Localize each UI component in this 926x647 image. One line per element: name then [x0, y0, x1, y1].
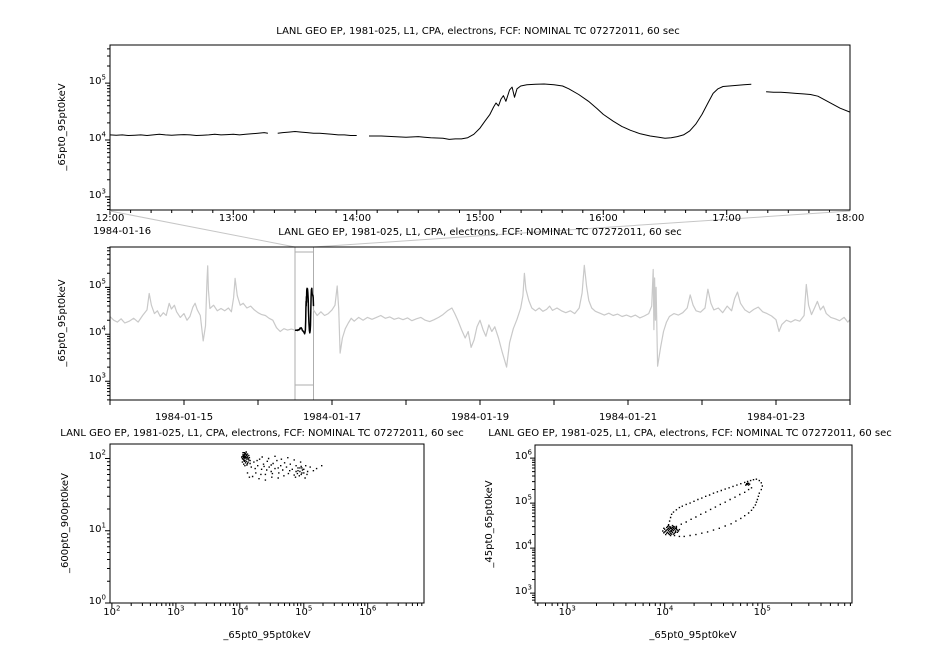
- scatter-45-65-points: [662, 479, 763, 538]
- y-tick-label: $10^2$: [88, 449, 106, 463]
- scatter-45-65-plot-frame[interactable]: [535, 445, 852, 603]
- y-tick-label: $10^6$: [514, 448, 532, 463]
- context-timeseries-plot-frame[interactable]: [110, 247, 850, 400]
- y-tick-label: $10^4$: [88, 324, 106, 339]
- x-tick-label: 16:00: [588, 213, 618, 224]
- panel-scatter-right-title: LANL GEO EP, 1981-025, L1, CPA, electrons, FCF: NOMINAL TC 07272011, 60 sec: [488, 428, 892, 439]
- y-tick-label: $10^0$: [88, 593, 106, 607]
- x-axis-label-scatter-right: _65pt0_95pt0keV: [649, 630, 737, 641]
- x-axis-label-scatter-left: _65pt0_95pt0keV: [223, 630, 311, 641]
- x-tick-label: 18:00: [835, 213, 865, 224]
- x-tick-label: 13:00: [218, 213, 248, 224]
- scatter-600-900-ticks: [105, 459, 422, 609]
- y-tick-label: $10^4$: [88, 130, 106, 145]
- y-axis-label-top: _65pt0_95pt0keV: [57, 83, 68, 171]
- y-tick-label: $10^1$: [88, 521, 106, 535]
- panel-top-title: LANL GEO EP, 1981-025, L1, CPA, electrons, FCF: NOMINAL TC 07272011, 60 sec: [276, 26, 680, 37]
- y-tick-label: $10^4$: [514, 538, 532, 553]
- date-annotation: 1984-01-16: [93, 226, 152, 237]
- x-tick-label: 1984-01-19: [450, 412, 510, 423]
- x-tick-label: $10^4$: [231, 604, 249, 618]
- x-tick-label: $10^3$: [167, 604, 185, 618]
- x-tick-label: 1984-01-21: [598, 412, 658, 423]
- x-tick-label: $10^6$: [359, 604, 377, 618]
- x-tick-label: 17:00: [712, 213, 742, 224]
- y-tick-label: $10^5$: [88, 73, 106, 88]
- x-tick-label: $10^2$: [103, 604, 121, 618]
- top-timeseries-ticks: [105, 49, 830, 215]
- x-tick-label: 14:00: [342, 213, 372, 224]
- x-tick-label: $10^5$: [753, 604, 771, 618]
- x-tick-label: 1984-01-23: [746, 412, 806, 423]
- y-tick-label: $10^5$: [514, 493, 532, 508]
- x-tick-label: $10^4$: [656, 604, 674, 618]
- x-tick-label: 12:00: [95, 213, 125, 224]
- y-axis-label-scatter-left: _600pt0_900pt0keV: [60, 473, 71, 573]
- scatter-600-900-plot-frame[interactable]: [110, 444, 424, 603]
- y-tick-label: $10^3$: [514, 583, 532, 598]
- context-timeseries-series-1: [295, 288, 314, 334]
- x-tick-label: 1984-01-17: [302, 412, 362, 423]
- y-tick-label: $10^3$: [88, 187, 106, 201]
- x-tick-label: $10^3$: [558, 604, 576, 618]
- panel-scatter-left-title: LANL GEO EP, 1981-025, L1, CPA, electrons, FCF: NOMINAL TC 07272011, 60 sec: [60, 428, 464, 439]
- y-axis-label-context: _65pt0_95pt0keV: [57, 279, 68, 367]
- panel-context-title: LANL GEO EP, 1981-025, L1, CPA, electrons, FCF: NOMINAL TC 07272011, 60 sec: [278, 227, 682, 238]
- top-timeseries-series-0: [110, 84, 850, 139]
- scatter-45-65-ticks: [530, 458, 850, 608]
- context-timeseries-series-0: [110, 265, 850, 367]
- y-tick-label: $10^5$: [88, 278, 106, 292]
- y-axis-label-scatter-right: _45pt0_65pt0keV: [484, 480, 495, 568]
- x-tick-label: 15:00: [465, 213, 495, 224]
- scatter-600-900-points: [241, 451, 322, 481]
- x-tick-label: 1984-01-15: [154, 412, 214, 423]
- x-tick-label: $10^5$: [295, 604, 313, 618]
- y-tick-label: $10^3$: [88, 371, 106, 386]
